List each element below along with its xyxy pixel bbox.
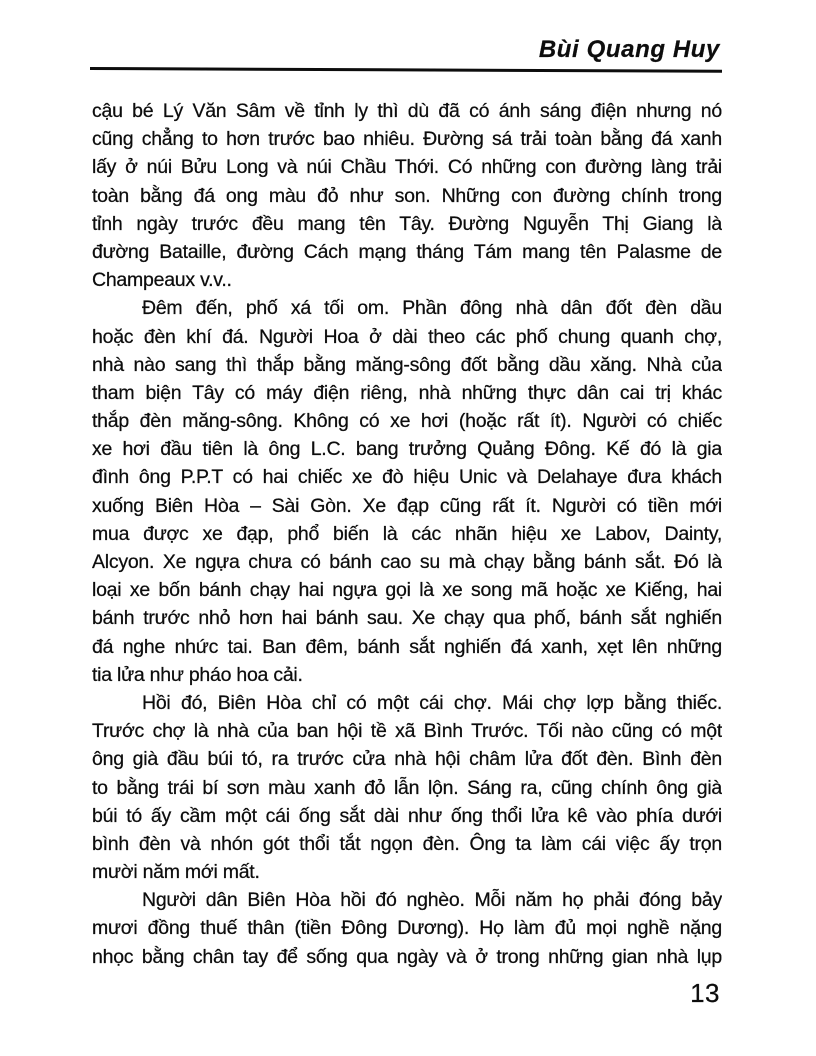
text-line: đường Bataille, đường Cách mạng tháng Tám mang tên Palasme de <box>92 240 722 263</box>
text-line: tỉnh ngày trước đều mang tên Tây. Đường Nguyễn Thị Giang là <box>92 212 722 235</box>
text-line: cậu bé Lý Văn Sâm về tỉnh ly thì dù đã có ánh sáng điện nhưng nó <box>92 100 722 122</box>
text-line: Champeaux v.v.. <box>92 269 232 292</box>
text-line: đình ông P.P.T có hai chiếc xe đò hiệu Unic và Delahaye đưa khách <box>92 466 722 489</box>
page-body <box>92 97 722 971</box>
text-line: mười năm mới mất. <box>92 861 260 884</box>
text-line: hoặc đèn khí đá. Người Hoa ở dài theo các phố chung quanh chợ, <box>92 325 722 348</box>
text-line: Alcyon. Xe ngựa chưa có bánh cao su mà chạy bằng bánh sắt. Đó là <box>92 551 722 573</box>
text-line: to bằng trái bí sơn màu xanh đỏ lẫn lộn. Sáng ra, cũng chính ông già <box>92 776 722 799</box>
text-line: xe hơi đầu tiên là ông L.C. bang trưởng Quảng Đông. Kế đó là gia <box>92 438 722 461</box>
text-line: nhà nào sang thì thắp bằng măng-sông đốt bằng dầu xăng. Nhà của <box>92 353 722 376</box>
text-line: Hồi đó, Biên Hòa chỉ có một cái chợ. Mái chợ lợp bằng thiếc. <box>142 691 722 714</box>
text-line: thắp đèn măng-sông. Không có xe hơi (hoặc rất ít). Người có chiếc <box>92 410 722 433</box>
text-line: búi tó ấy cầm một cái ống sắt dài như ống thổi lửa kê vào phía dưới <box>92 804 722 827</box>
text-line: toàn bằng đá ong màu đỏ như son. Những con đường chính trong <box>92 184 722 207</box>
paragraph <box>92 886 722 971</box>
text-line: bình đèn và nhón gót thổi tắt ngọn đèn. Ông ta làm cái việc ấy trọn <box>92 832 722 855</box>
running-header-author: Bùi Quang Huy <box>538 36 720 63</box>
text-line: xuống Biên Hòa – Sài Gòn. Xe đạp cũng rất ít. Người có tiền mới <box>92 494 722 517</box>
text-line: lấy ở núi Bửu Long và núi Chầu Thới. Có những con đường làng trải <box>92 156 722 179</box>
text-line: Trước chợ là nhà của ban hội tề xã Bình Trước. Tối nào cũng có một <box>92 720 722 743</box>
text-line: đá nghe nhức tai. Ban đêm, bánh sắt nghiến đá xanh, xẹt lên những <box>92 635 722 658</box>
text-line: ông già đầu búi tó, ra trước cửa nhà hội châm lửa đốt đèn. Bình đèn <box>92 748 722 771</box>
text-line: Người dân Biên Hòa hồi đó nghèo. Mỗi năm họ phải đóng bảy <box>142 889 722 912</box>
text-line: tham biện Tây có máy điện riêng, nhà những thực dân cai trị khác <box>92 381 722 404</box>
page-number: 13 <box>690 978 720 1008</box>
paragraph <box>92 97 722 294</box>
paragraph <box>92 689 722 886</box>
text-line: bánh trước nhỏ hơn hai bánh sau. Xe chạy qua phố, bánh sắt nghiến <box>92 607 722 630</box>
text-line: Đêm đến, phố xá tối om. Phần đông nhà dân đốt đèn dầu <box>142 297 722 320</box>
text-line: mươi đồng thuế thân (tiền Đông Dương). Họ làm đủ mọi nghề nặng <box>92 917 722 940</box>
text-line: loại xe bốn bánh chạy hai ngựa gọi là xe song mã hoặc xe Kiếng, hai <box>92 579 722 602</box>
text-line: nhọc bằng chân tay để sống qua ngày và ở trong những gian nhà lụp <box>92 945 722 968</box>
paragraph <box>92 294 722 689</box>
text-line: cũng chẳng to hơn trước bao nhiêu. Đường sá trải toàn bằng đá xanh <box>92 128 722 151</box>
text-line: mua được xe đạp, phổ biến là các nhãn hiệu xe Labov, Dainty, <box>92 522 722 545</box>
header-rule <box>90 67 722 73</box>
text-line: tia lửa như pháo hoa cải. <box>92 663 303 686</box>
